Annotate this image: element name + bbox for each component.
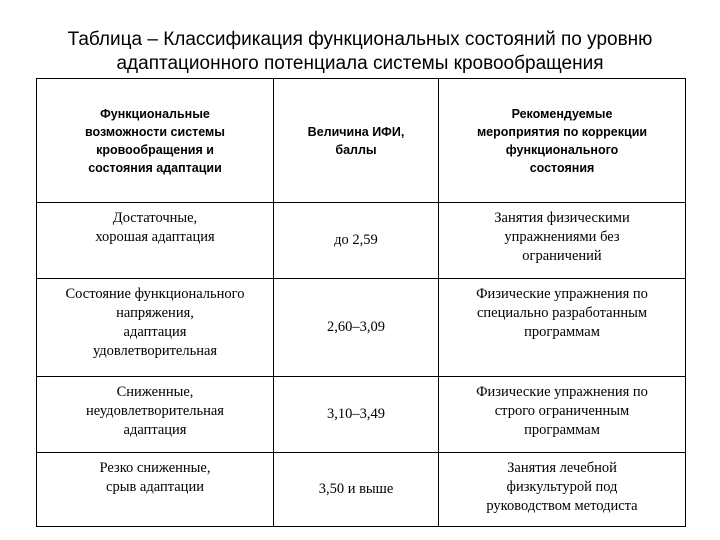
table-row <box>37 279 686 377</box>
table-row <box>37 453 686 527</box>
measures-cell: Физические упражнения по строго ограниченным программам <box>439 377 686 453</box>
measures-cell: Занятия лечебной физкультурой под руководством методиста <box>439 453 686 527</box>
measures-cell: Занятия физическими упражнениями без ограничений <box>439 203 686 279</box>
state-cell: Резко сниженные, срыв адаптации <box>37 453 274 527</box>
state-cell: Состояние функционального напряжения, адаптация удовлетворительная <box>37 279 274 377</box>
ifi-value-cell: 3,10–3,49 <box>274 377 439 453</box>
table-row <box>37 377 686 453</box>
header-ifi-value: Величина ИФИ, баллы <box>274 79 439 203</box>
classification-table <box>36 78 686 527</box>
title-line-1: Таблица – Классификация функциональных состояний по уровню <box>67 29 653 50</box>
ifi-value-cell: до 2,59 <box>274 203 439 279</box>
header-recommended-measures: Рекомендуемые мероприятия по коррекции функционального состояния <box>439 79 686 203</box>
table-row <box>37 203 686 279</box>
ifi-value-cell: 3,50 и выше <box>274 453 439 527</box>
title-line-2: адаптационного потенциала системы кровообращения <box>116 53 604 74</box>
ifi-value-cell: 2,60–3,09 <box>274 279 439 377</box>
table-header-row <box>37 79 686 203</box>
state-cell: Сниженные, неудовлетворительная адаптация <box>37 377 274 453</box>
state-cell: Достаточные, хорошая адаптация <box>37 203 274 279</box>
header-functional-capabilities: Функциональные возможности системы кровообращения и состояния адаптации <box>37 79 274 203</box>
measures-cell: Физические упражнения по специально разработанным программам <box>439 279 686 377</box>
page-title <box>20 28 700 76</box>
